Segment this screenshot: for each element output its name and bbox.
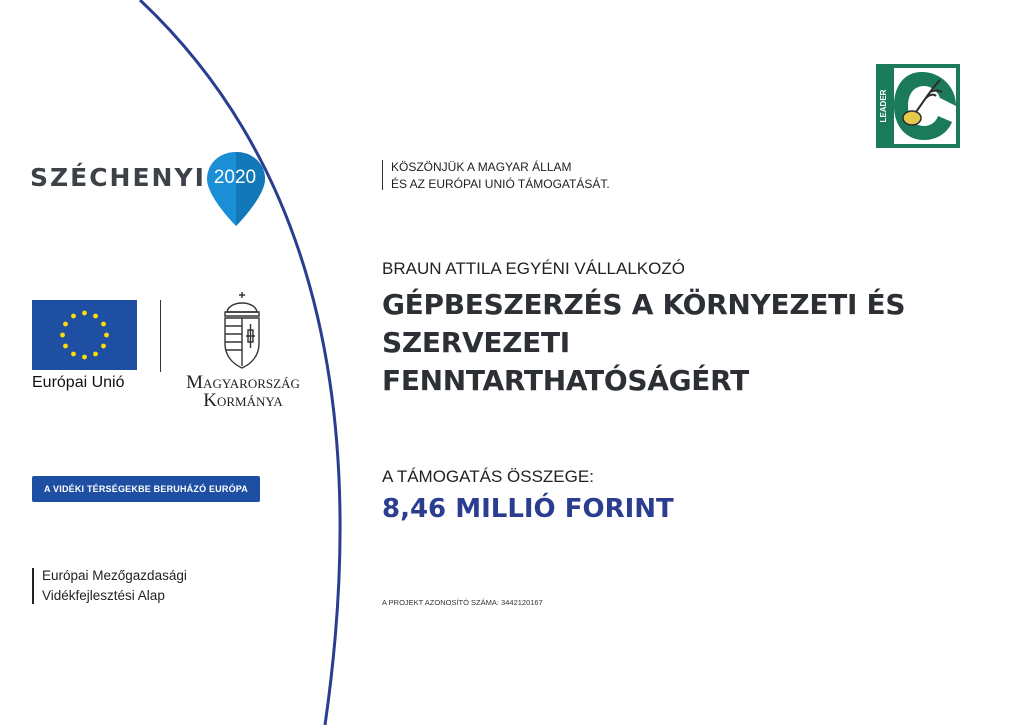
thanks-line1: KÖSZÖNJÜK A MAGYAR ÁLLAM	[391, 160, 572, 174]
leader-logo	[876, 64, 960, 148]
emva-line1: Európai Mezőgazdasági	[42, 568, 187, 583]
eu-flag	[32, 300, 137, 370]
szechenyi-wordmark: SZÉCHENYI	[30, 163, 206, 192]
thanks-bar	[382, 160, 383, 190]
map-pin-icon	[205, 150, 267, 228]
szechenyi-year: 2020	[213, 167, 257, 188]
project-title-line1: GÉPBESZERZÉS A KÖRNYEZETI ÉS	[382, 288, 906, 321]
project-title	[382, 286, 1002, 400]
rural-europe-banner: A VIDÉKI TÉRSÉGEKBE BERUHÁZÓ EURÓPA	[32, 476, 260, 502]
project-title-line2: SZERVEZETI	[382, 326, 570, 359]
project-title-line3: FENNTARTHATÓSÁGÉRT	[382, 364, 749, 397]
government-label-line2: Kormánya	[203, 390, 283, 411]
emva-bar	[32, 568, 34, 604]
beneficiary-name: BRAUN ATTILA EGYÉNI VÁLLALKOZÓ	[382, 259, 685, 278]
logo-divider	[160, 300, 161, 372]
support-label: A TÁMOGATÁS ÖSSZEGE:	[382, 467, 594, 486]
szechenyi-2020-logo	[30, 150, 270, 230]
government-label-line1: Magyarország	[186, 372, 300, 393]
leader-wordmark: LEADER	[879, 89, 888, 123]
thanks-line2: ÉS AZ EURÓPAI UNIÓ TÁMOGATÁSÁT.	[391, 177, 610, 191]
government-label	[170, 374, 316, 410]
eu-stars-icon	[32, 300, 137, 370]
project-id: A PROJEKT AZONOSÍTÓ SZÁMA: 3442120167	[382, 598, 543, 607]
coat-of-arms-icon	[215, 290, 269, 370]
support-amount: 8,46 MILLIÓ FORINT	[382, 494, 674, 524]
eu-label: Európai Unió	[32, 374, 125, 391]
emva-line2: Vidékfejlesztési Alap	[42, 588, 165, 603]
